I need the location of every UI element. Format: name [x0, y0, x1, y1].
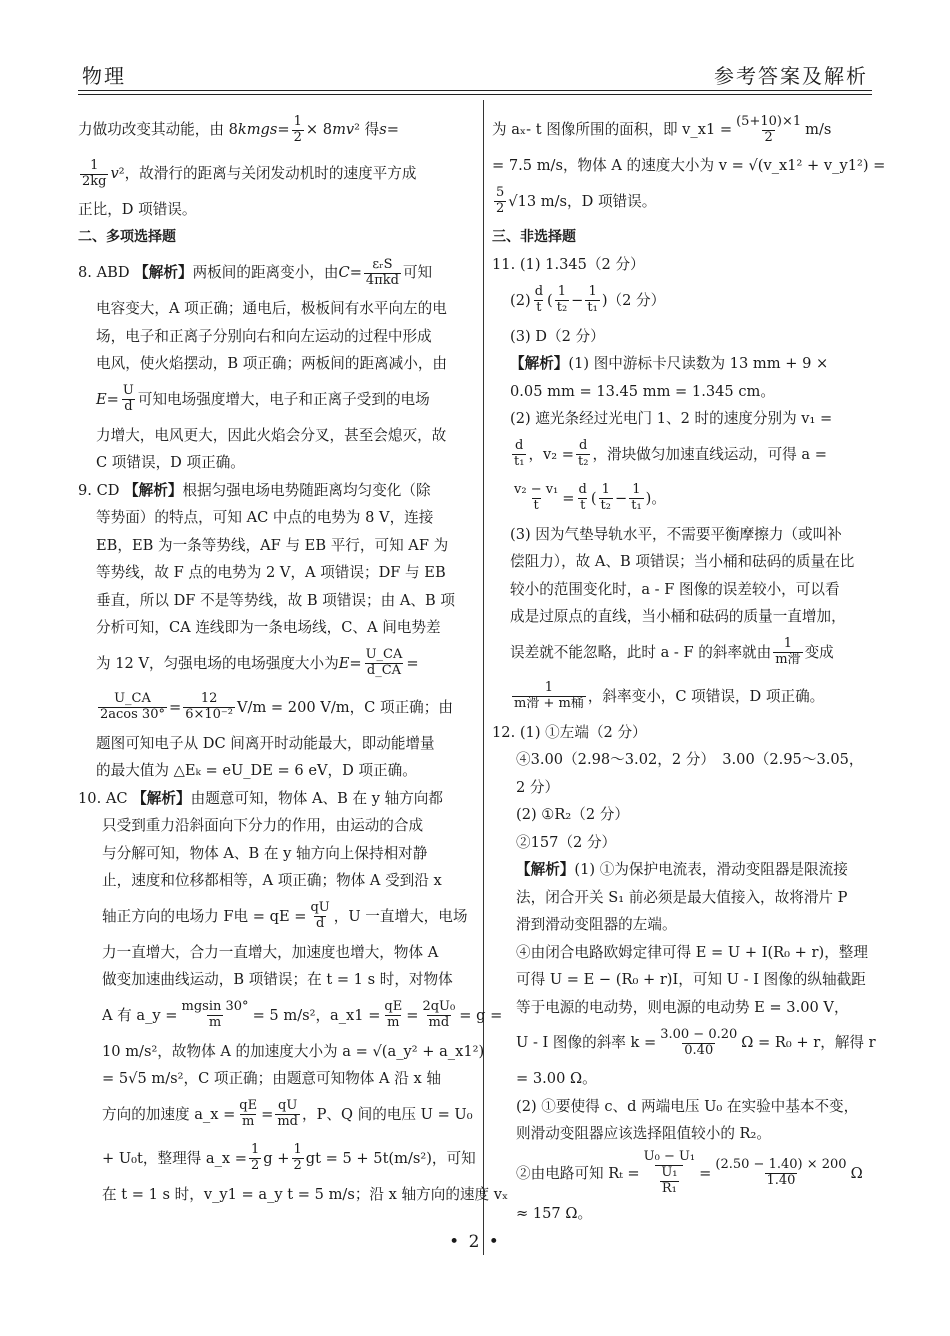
text-line: 为 12 V，匀强电场的电场强度大小为 E = $\frac{U\_CA}{d\_CA}$ =: [96, 647, 419, 678]
answer-line: 8. ABD 【解析】 两板间的距离变小，由 C = $\frac{\text{εᵣS}}{\text{4πkd}}$ 可知: [78, 256, 433, 288]
compound-fraction: $\frac{\text{U₀ − U₁}}{\frac{\text{U₁}}{\text{R₁}}}$: [643, 1149, 696, 1196]
fraction: $\frac{1}{2}$: [251, 1142, 260, 1173]
text-line: ②由电路可知 Rₜ = $\frac{\text{U₀ − U₁}}{\frac{\text{U₁}}{\text{R₁}}}$ = $\frac{(2.50 - 1.40) \times 200}{1.40}$ Ω: [516, 1149, 863, 1196]
text-line: EB，EB 为一条等势线，AF 与 EB 平行，可知 AF 为: [96, 536, 449, 554]
text-line: 只受到重力沿斜面向下分力的作用，由运动的合成: [102, 817, 424, 834]
header-rule: [78, 90, 872, 91]
text-line: A 有 a_y = $\frac{mgsin 30^\circ}{m}$ = 5 m/s²，a_x1 = $\frac{qE}{m}$ = $\frac{\text{2qU₀}}{md}$ = g =: [102, 999, 503, 1030]
text-line: 等于电源的电动势，则电源的电动势 E = 3.00 V，: [516, 998, 849, 1016]
fraction: $\frac{1}{2}$: [293, 1142, 302, 1173]
fraction: $\frac{d}{\text{t₂}}$: [578, 438, 589, 469]
text-line: (2) ①要使得 c、d 两端电压 U₀ 在实验中基本不变，: [516, 1097, 859, 1115]
text-line: U - I 图像的斜率 k = $\frac{3.00 - 0.20}{0.40}$ Ω = R₀ + r，解得 r: [516, 1026, 876, 1058]
answer-line: 2 分）: [516, 778, 560, 796]
fraction: $\frac{\text{v₂ − v₁}}{t}$: [514, 482, 559, 513]
fraction: $\frac{1}{\text{t₂}}$: [600, 482, 611, 513]
fraction: $\frac{(5+10)\times 1}{2}$: [736, 113, 802, 145]
text-line: (3) 因为气垫导轨水平，不需要平衡摩擦力（或叫补: [510, 525, 842, 543]
fraction: $\frac{\text{2qU₀}}{md}$: [422, 999, 456, 1030]
fraction: $\frac{d}{t}$: [578, 482, 587, 513]
section-heading: 二、多项选择题: [78, 228, 176, 245]
answer-line: (3) D（2 分）: [510, 327, 605, 345]
text-line: = 3.00 Ω。: [516, 1070, 597, 1087]
text-line: 误差就不能忽略，此时 a - F 的斜率就由 $\frac{1}{\text{m滑}}$ 变成: [510, 636, 834, 667]
column-divider: [483, 100, 484, 1255]
text-line: 电风，使火焰摆动，B 项正确；两板间的距离减小，由: [96, 355, 448, 372]
fraction: $\frac{qU}{d}$: [310, 900, 330, 931]
answer-line: (2) ①R₂（2 分）: [516, 806, 629, 823]
fraction: $\frac{1}{2kg}$: [82, 157, 107, 189]
text-line: + U₀t，整理得 a_x = $\frac{1}{2}$ g + $\frac{1}{2}$ gt = 5 + 5t(m/s²)，可知: [102, 1142, 476, 1173]
text-line: $\frac{5}{2}$ √13 m/s，D 项错误。: [496, 185, 657, 216]
text-line: 成是过原点的直线，当小桶和砝码的质量一直增加，: [510, 608, 846, 625]
text-line: 场，电子和正离子分别向右和向左运动的过程中形成: [96, 327, 432, 345]
page-number: • 2 •: [449, 1232, 501, 1252]
analysis-tag: 【解析】: [132, 789, 191, 807]
right-column: [492, 108, 886, 1258]
text-line: 题图可知电子从 DC 间离开时动能最大，即动能增量: [96, 734, 435, 752]
answer-line: 10. AC 【解析】 由题意可知，物体 A、B 在 y 轴方向都: [78, 785, 464, 813]
fraction: $\frac{1}{\text{m滑 + m桶}}$: [514, 680, 584, 711]
fraction: $\frac{1}{\text{m滑}}$: [775, 636, 801, 667]
fraction: $\frac{\text{εᵣS}}{\text{4πkd}}$: [365, 256, 399, 288]
fraction: $\frac{U\_CA}{2acos 30^\circ}$: [100, 691, 165, 722]
text-line: 止，速度和位移都相等，A 项正确；物体 A 受到沿 x: [102, 872, 442, 889]
text-line: 10 m/s²，故物体 A 的加速度大小为 a = √(a_y² + a_x1²): [102, 1042, 485, 1060]
section-heading: 三、非选择题: [492, 228, 576, 245]
answer-line: ④3.00（2.98～3.02，2 分） 3.00（2.95～3.05，: [516, 751, 864, 768]
fraction: $\frac{qE}{m}$: [384, 999, 403, 1030]
analysis-tag: 【解析】: [124, 481, 183, 499]
text-line: 较小的范围变化时，a - F 图像的误差较小，可以看: [510, 580, 840, 598]
answer-line: 11. (1) 1.345（2 分）: [492, 256, 645, 273]
text-line: 力一直增大，合力一直增大，加速度也增大，物体 A: [102, 943, 439, 961]
text-line: = 7.5 m/s，物体 A 的速度大小为 v = √(v_x1² + v_y1²) =: [492, 157, 886, 174]
text-line: 力做功改变其动能，由 8 kmgs = $\frac{1}{2}$ × 8 mv ² 得 s =: [78, 113, 399, 145]
text-line: 轴正方向的电场力 F电 = qE = $\frac{qU}{d}$ ，U 一直增大，电场: [102, 900, 468, 931]
fraction: $\frac{qE}{m}$: [239, 1098, 258, 1129]
text-line: $\frac{1}{\text{m滑 + m桶}}$ ，斜率变小，C 项错误，D 项正确。: [514, 680, 825, 711]
text-line: 分析可知，CA 连线即为一条电场线，C、A 间电势差: [96, 619, 441, 636]
fraction: $\frac{12}{\text{6×10⁻²}}$: [185, 691, 233, 722]
answer-line: 9. CD 【解析】 根据匀强电场电势随距离均匀变化（除: [78, 477, 464, 505]
fraction: $\frac{U\_CA}{d\_CA}$: [365, 647, 403, 678]
text-line: = 5√5 m/s²，C 项正确；由题意可知物体 A 沿 x 轴: [102, 1070, 441, 1087]
text-line: 法，闭合开关 S₁ 前必须是最大值接入，故将滑片 P: [516, 888, 848, 906]
fraction: $\frac{3.00 - 0.20}{0.40}$: [660, 1026, 738, 1058]
fraction: $\frac{mgsin 30^\circ}{m}$: [181, 999, 249, 1030]
fraction: $\frac{1}{\text{t₂}}$: [556, 284, 568, 315]
fraction: $\frac{qU}{md}$: [277, 1098, 298, 1129]
text-line: 做变加速曲线运动，B 项错误；在 t = 1 s 时，对物体: [102, 971, 453, 988]
text-line: 偿阻力），故 A、B 项错误；当小桶和砝码的质量在比: [510, 553, 855, 570]
text-line: 则滑动变阻器应该选择阻值较小的 R₂。: [516, 1125, 771, 1142]
fraction-denominator: [655, 1165, 683, 1197]
header-rule-thin: [78, 94, 872, 95]
text-line: (2) 遮光条经过光电门 1、2 时的速度分别为 v₁ =: [510, 410, 833, 427]
text-line: E = $\frac{U}{d}$ 可知电场强度增大，电子和正离子受到的电场: [96, 383, 430, 414]
text-line: 电容变大，A 项正确；通电后，极板间有水平向左的电: [96, 300, 447, 317]
analysis-tag: 【解析】: [516, 861, 575, 878]
text-line: 为 aₓ- t 图像所围的面积，即 v_x1 = $\frac{(5+10)\times 1}{2}$ m/s: [492, 113, 832, 145]
fraction: $\frac{U}{d}$: [122, 383, 134, 414]
fraction: $\frac{1}{\text{t₁}}$: [631, 482, 642, 513]
text-line: 与分解可知，物体 A、B 在 y 轴方向上保持相对静: [102, 844, 428, 862]
text-line: 在 t = 1 s 时，v_y1 = a_y t = 5 m/s；沿 x 轴方向的速度 vₓ: [102, 1185, 509, 1203]
text-line: 等势线，故 F 点的电势为 2 V，A 项错误；DF 与 EB: [96, 564, 446, 581]
text-line: 的最大值为 △Eₖ = eU_DE = 6 eV，D 项正确。: [96, 762, 417, 779]
analysis-tag: 【解析】: [134, 264, 193, 282]
text-line: C 项错误，D 项正确。: [96, 454, 245, 471]
fraction: $\frac{d}{\text{t₁}}$: [514, 438, 525, 469]
text-line: $\frac{d}{\text{t₁}}$ ，v₂ = $\frac{d}{\text{t₂}}$ ，滑块做匀加速直线运动，可得 a =: [514, 438, 827, 469]
answer-line: ②157（2 分）: [516, 833, 617, 851]
analysis-tag: 【解析】: [510, 355, 569, 372]
answer-line: 12. (1) ①左端（2 分）: [492, 723, 647, 741]
text-line: 滑到滑动变阻器的左端。: [516, 916, 677, 933]
answer-line: (2) $\frac{d}{t}$ ( $\frac{1}{\text{t₂}}$ − $\frac{1}{\text{t₁}}$ )（2 分）: [510, 284, 666, 315]
fraction: $\frac{(2.50 - 1.40) \times 200}{1.40}$: [715, 1157, 847, 1188]
fraction: $\frac{d}{t}$: [534, 284, 544, 315]
text-line: ≈ 157 Ω。: [516, 1204, 593, 1222]
text-line: $\frac{1}{2kg}$ v ²，故滑行的距离与关闭发动机时的速度平方成: [82, 157, 417, 189]
text-line: 【解析】 (1) 图中游标卡尺读数为 13 mm + 9 ×: [492, 350, 878, 378]
text-line: 力增大，电风更大，因此火焰会分叉，甚至会熄灭，故: [96, 426, 447, 444]
text-line: 垂直，所以 DF 不是等势线，故 B 项错误；由 A、B 项: [96, 591, 455, 609]
fraction: $\frac{\text{U₁}}{\text{R₁}}$: [661, 1165, 678, 1196]
fraction: $\frac{1}{2}$: [293, 113, 302, 145]
text-line: 正比，D 项错误。: [78, 201, 197, 218]
header-title: 参考答案及解析: [714, 64, 868, 88]
text-line: 【解析】 (1) ①为保护电流表，滑动变阻器是限流接: [492, 856, 878, 884]
text-line: $\frac{\text{v₂ − v₁}}{t}$ = $\frac{d}{t}$ ( $\frac{1}{\text{t₂}}$ − $\frac{1}{\text{t₁}}$ )。: [514, 482, 666, 513]
text-line: ④由闭合电路欧姆定律可得 E = U + I(R₀ + r)，整理: [516, 943, 868, 961]
text-line: 等势面）的特点，可知 AC 中点的电势为 8 V，连接: [96, 509, 434, 526]
text-line: $\frac{U\_CA}{2acos 30^\circ}$ = $\frac{12}{\text{6×10⁻²}}$ V/m = 200 V/m，C 项正确；由: [100, 691, 453, 722]
fraction: $\frac{5}{2}$: [496, 185, 505, 216]
text-line: 0.05 mm = 13.45 mm = 1.345 cm。: [510, 382, 775, 400]
header-subject: 物理: [82, 64, 126, 88]
fraction: $\frac{1}{\text{t₁}}$: [587, 284, 598, 315]
text-line: 方向的加速度 a_x = $\frac{qE}{m}$ = $\frac{qU}{md}$ ，P、Q 间的电压 U = U₀: [102, 1098, 473, 1129]
text-line: 可得 U = E − (R₀ + r)I，可知 U - I 图像的纵轴截距: [516, 971, 866, 988]
